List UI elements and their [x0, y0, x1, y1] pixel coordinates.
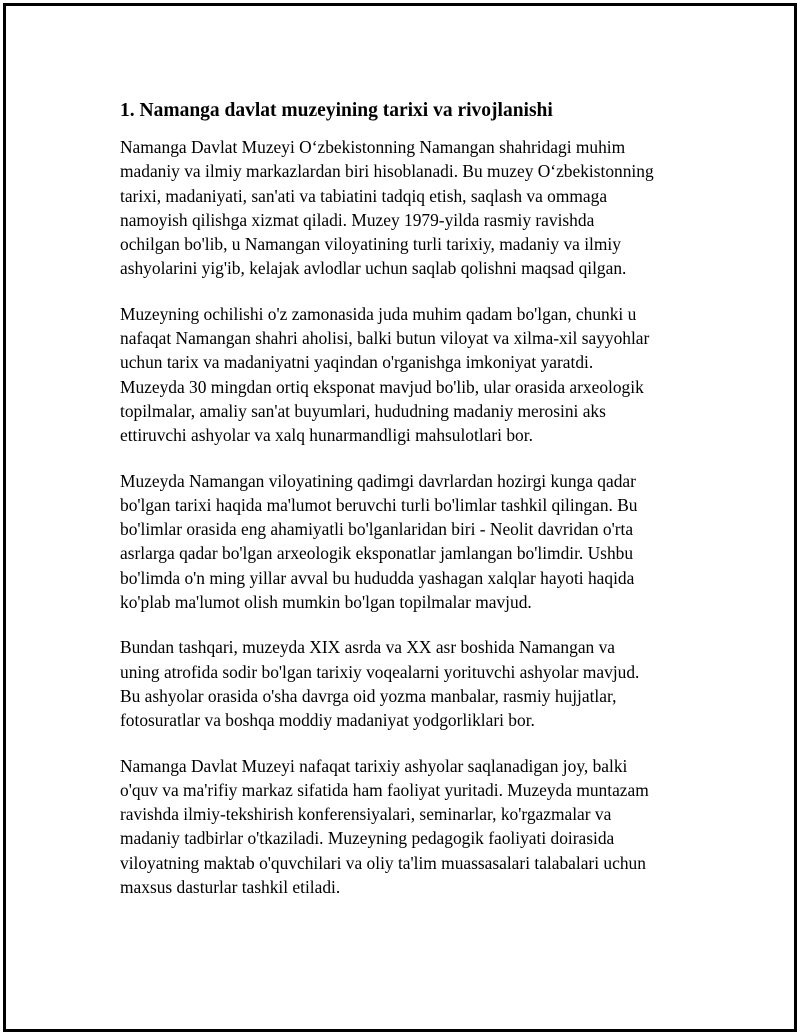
paragraph-line: fotosuratlar va boshqa moddiy madaniyat yodgorliklari bor.: [120, 710, 535, 731]
paragraph-line: namoyish qilishga xizmat qiladi. Muzey 1979-yilda rasmiy ravishda: [120, 209, 595, 230]
paragraph-line: Muzeyda 30 mingdan ortiq eksponat mavjud bo'lib, ular orasida arxeologik: [120, 376, 644, 397]
paragraph-line: Bu ashyolar orasida o'sha davrga oid yozma manbalar, rasmiy hujjatlar,: [120, 685, 617, 706]
paragraph-line: uchun tarix va madaniyatni yaqindan o'rganishga imkoniyat yaratdi.: [120, 352, 594, 373]
document-body: [120, 96, 700, 920]
paragraph-5: [120, 754, 700, 900]
paragraph-4: [120, 635, 700, 732]
document-page: [3, 3, 797, 1032]
paragraph-line: Muzeyning ochilishi o'z zamonasida juda muhim qadam bo'lgan, chunki u: [120, 303, 637, 324]
paragraph-line: bo'limlar orasida eng ahamiyatli bo'lganlaridan biri - Neolit davridan o'rta: [120, 519, 634, 540]
paragraph-line: madaniy tadbirlar o'tkaziladi. Muzeyning pedagogik faoliyati doirasida: [120, 828, 615, 849]
paragraph-line: tarixi, madaniyati, san'ati va tabiatini tadqiq etish, saqlash va ommaga: [120, 185, 608, 206]
paragraph-line: bo'limda o'n ming yillar avval bu hududda yashagan xalqlar hayoti haqida: [120, 567, 635, 588]
paragraph-line: Bundan tashqari, muzeyda XIX asrda va XX asr boshida Namangan va: [120, 637, 615, 658]
paragraph-1: [120, 135, 700, 281]
paragraph-line: ochilgan bo'lib, u Namangan viloyatining turli tarixiy, madaniy va ilmiy: [120, 234, 621, 255]
paragraph-line: Namanga Davlat Muzeyi nafaqat tarixiy ashyolar saqlanadigan joy, balki: [120, 755, 628, 776]
paragraph-line: ko'plab ma'lumot olish mumkin bo'lgan topilmalar mavjud.: [120, 592, 532, 613]
paragraph-line: Muzeyda Namangan viloyatining qadimgi davrlardan hozirgi kunga qadar: [120, 470, 636, 491]
paragraph-line: Namanga Davlat Muzeyi O‘zbekistonning Namangan shahridagi muhim: [120, 137, 626, 157]
paragraph-line: bo'lgan tarixi haqida ma'lumot beruvchi turli bo'limlar tashkil qilingan. Bu: [120, 494, 638, 515]
paragraph-line: viloyatning maktab o'quvchilari va oliy ta'lim muassasalari talabalari uchun: [120, 852, 646, 873]
paragraph-line: topilmalar, amaliy san'at buyumlari, hududning madaniy merosini aks: [120, 400, 606, 421]
paragraph-line: asrlarga qadar bo'lgan arxeologik eksponatlar jamlangan bo'limdir. Ushbu: [120, 543, 634, 564]
section-heading: 1. Namanga davlat muzeyining tarixi va rivojlanishi: [120, 100, 553, 121]
paragraph-line: maxsus dasturlar tashkil etiladi.: [120, 877, 341, 898]
paragraph-line: uning atrofida sodir bo'lgan tarixiy voqealarni yorituvchi ashyolar mavjud.: [120, 661, 640, 682]
paragraph-3: [120, 469, 700, 615]
paragraph-line: ashyolarini yig'ib, kelajak avlodlar uchun saqlab qolishni maqsad qilgan.: [120, 258, 627, 279]
paragraph-line: ettiruvchi ashyolar va xalq hunarmandligi mahsulotlari bor.: [120, 425, 533, 446]
paragraph-line: ravishda ilmiy-tekshirish konferensiyalari, seminarlar, ko'rgazmalar va: [120, 804, 612, 825]
paragraph-2: [120, 302, 700, 448]
paragraph-line: madaniy va ilmiy markazlardan biri hisoblanadi. Bu muzey O‘zbekistonning: [120, 161, 654, 182]
paragraph-line: nafaqat Namangan shahri aholisi, balki butun viloyat va xilma-xil sayyohlar: [120, 328, 650, 349]
paragraph-line: o'quv va ma'rifiy markaz sifatida ham faoliyat yuritadi. Muzeyda muntazam: [120, 779, 649, 800]
